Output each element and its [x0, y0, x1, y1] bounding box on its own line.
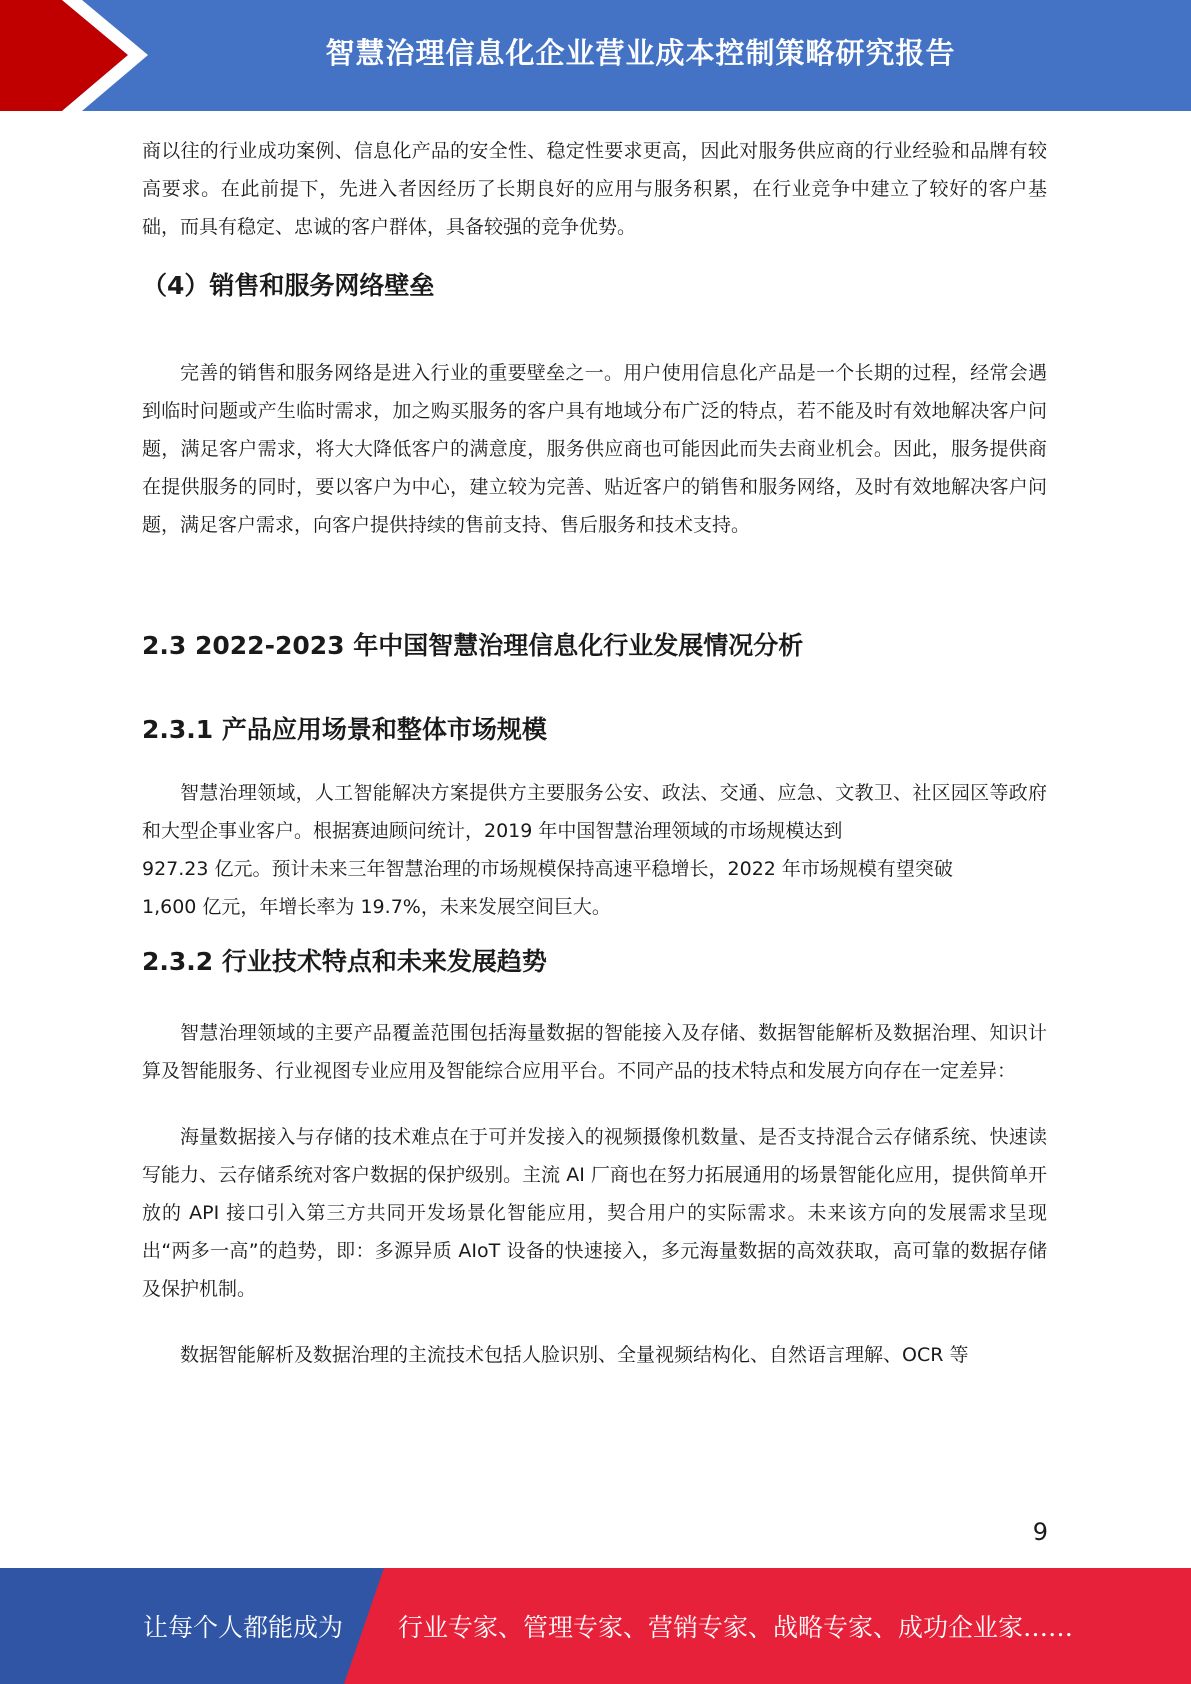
report-title: 智慧治理信息化企业营业成本控制策略研究报告: [325, 35, 956, 70]
document-body: [142, 132, 1047, 1374]
paragraph-data-storage: 海量数据接入与存储的技术难点在于可并发接入的视频摄像机数量、是否支持混合云存储系统、快速读写能力、云存储系统对客户数据的保护级别。主流 AI 厂商也在努力拓展通用的场景智能化应用，提供简单开放的 API 接口引入第三方共同开发场景化智能应用，契合用户的实际需求。未来该方向的发展需求呈现出“两多一高”的趋势，即：多源异质 AIoT 设备的快速接入，多元海量数据的高效获取，高可靠的数据存储及保护机制。: [142, 1126, 1047, 1300]
paragraph-market-scale-2: 927.23 亿元。预计未来三年智慧治理的市场规模保持高速平稳增长，2022 年市场规模有望突破: [142, 858, 953, 880]
page-number: 9: [1032, 1518, 1048, 1546]
footer-slogan-right: 行业专家、管理专家、营销专家、战略专家、成功企业家……: [398, 1613, 1074, 1642]
page-header: [0, 0, 1191, 111]
heading-section-2-3-1: 2.3.1 产品应用场景和整体市场规模: [142, 715, 547, 744]
page-footer: [0, 1568, 1191, 1684]
footer-slogan-left: 让每个人都能成为: [143, 1613, 344, 1642]
paragraph-market-scale-3: 1,600 亿元，年增长率为 19.7%，未来发展空间巨大。: [142, 896, 611, 918]
paragraph-market-scale-1: 智慧治理领域，人工智能解决方案提供方主要服务公安、政法、交通、应急、文教卫、社区园区等政府和大型企事业客户。根据赛迪顾问统计，2019 年中国智慧治理领域的市场规模达到: [142, 782, 1047, 842]
paragraph-main-products: 智慧治理领域的主要产品覆盖范围包括海量数据的智能接入及存储、数据智能解析及数据治理、知识计算及智能服务、行业视图专业应用及智能综合应用平台。不同产品的技术特点和发展方向存在一定差异：: [142, 1022, 1047, 1082]
paragraph-continued: 商以往的行业成功案例、信息化产品的安全性、稳定性要求更高，因此对服务供应商的行业经验和品牌有较高要求。在此前提下，先进入者因经历了长期良好的应用与服务积累，在行业竞争中建立了较好的客户基础，而具有稳定、忠诚的客户群体，具备较强的竞争优势。: [142, 140, 1047, 238]
heading-sales-network-barrier: （4）销售和服务网络壁垒: [142, 271, 435, 300]
heading-section-2-3-2: 2.3.2 行业技术特点和未来发展趋势: [142, 947, 547, 976]
heading-section-2-3: 2.3 2022-2023 年中国智慧治理信息化行业发展情况分析: [142, 631, 804, 660]
paragraph-data-analysis: 数据智能解析及数据治理的主流技术包括人脸识别、全量视频结构化、自然语言理解、OCR 等: [180, 1344, 969, 1366]
paragraph-sales-network: 完善的销售和服务网络是进入行业的重要壁垒之一。用户使用信息化产品是一个长期的过程，经常会遇到临时问题或产生临时需求，加之购买服务的客户具有地域分布广泛的特点，若不能及时有效地解决客户问题，满足客户需求，将大大降低客户的满意度，服务供应商也可能因此而失去商业机会。因此，服务提供商在提供服务的同时，要以客户为中心，建立较为完善、贴近客户的销售和服务网络，及时有效地解决客户问题，满足客户需求，向客户提供持续的售前支持、售后服务和技术支持。: [142, 362, 1047, 536]
